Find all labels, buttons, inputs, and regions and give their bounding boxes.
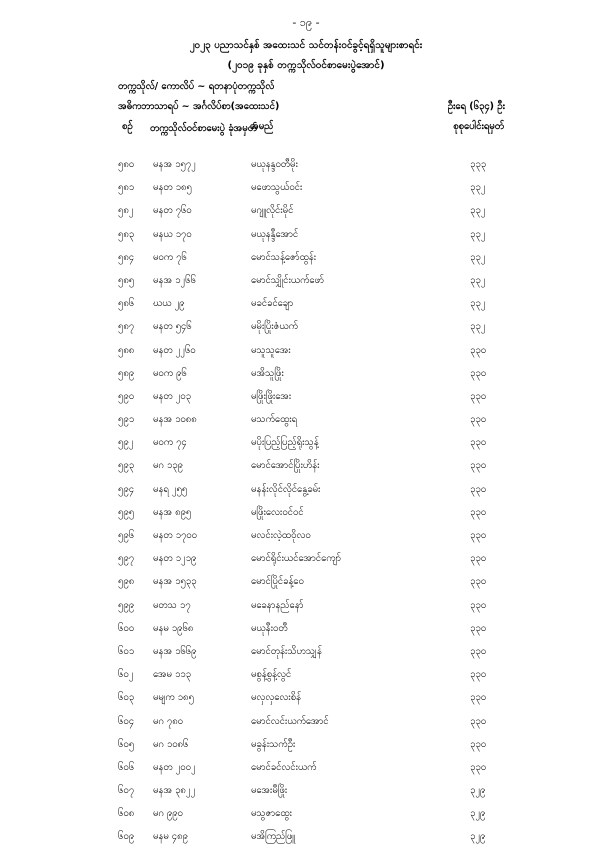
table-row xyxy=(0,506,612,529)
total-marks: ၃၃၀ xyxy=(470,437,487,449)
table-row xyxy=(0,830,612,853)
total-marks: ၃၃၂ xyxy=(470,251,486,263)
student-name: မောင်တုန်းသိဟသျှန် xyxy=(251,645,322,657)
table-row xyxy=(0,599,612,622)
results-table xyxy=(0,158,612,854)
total-marks: ၃၃၀ xyxy=(470,599,487,611)
serial-no: ၅၈၁ xyxy=(118,182,135,194)
student-name: မခွန်းသက်ဦး xyxy=(251,738,296,750)
header-total-marks: စုစုပေါင်းရမှတ် xyxy=(453,121,504,132)
total-marks: ၃၃၀ xyxy=(470,553,487,565)
total-marks: ၃၃၀ xyxy=(470,414,487,426)
roll-number: မနတ ၁၂၁၉ xyxy=(153,553,197,565)
header-name: အမည် xyxy=(250,121,274,132)
table-row xyxy=(0,459,612,482)
header-serial-no: စဉ် xyxy=(122,121,133,132)
student-name: မောင်သန့်ဇော်ထွန်း xyxy=(251,251,317,263)
roll-number: မမျက ၁၈၅ xyxy=(153,692,194,704)
total-marks: ၃၃၀ xyxy=(470,530,487,541)
total-marks: ၃၃၀ xyxy=(470,576,487,588)
document-subtitle: (၂၀၁၉ ခုနှစ် တက္ကသိုလ်ဝင်စာမေးပွဲအောင်) xyxy=(227,60,385,71)
serial-no: ၅၈၆ xyxy=(118,298,135,310)
subject-label: အဓိကဘာသာရပ် ~ အင်္ဂလိပ်စာ(အထေးသင်) xyxy=(118,101,280,112)
table-row xyxy=(0,390,612,413)
serial-no: ၆၀၂ xyxy=(118,669,134,681)
table-header xyxy=(0,120,612,150)
student-name: မခင်ခင်ချော xyxy=(251,298,294,310)
table-row xyxy=(0,413,612,436)
roll-number: မဂ ၁၀၈၆ xyxy=(153,738,189,750)
roll-number: မနတ ၂၂၆၀ xyxy=(153,344,196,356)
total-marks: ၃၃၀ xyxy=(470,692,487,704)
table-row xyxy=(0,738,612,761)
student-name: မောင်ပြိုင်ခန့်ဝေ xyxy=(251,576,304,588)
student-name: မပိုးပြည့်ပြည့်ရိုးသွန့် xyxy=(251,437,319,449)
table-row xyxy=(0,622,612,645)
serial-no: ၆၀၄ xyxy=(118,715,135,727)
student-name: မောင်အောင်ပြိုးဟိန်း xyxy=(251,460,320,472)
roll-number: မနတ ၅၄၆ xyxy=(153,321,192,333)
roll-number: မဂ ၁၃၉ xyxy=(153,460,183,472)
serial-no: ၆၀၁ xyxy=(118,645,135,657)
roll-number: မနအ ၁၅၇၂ xyxy=(153,159,196,170)
student-name: မသွဇာထွေး xyxy=(251,808,292,820)
serial-no: ၆၀၇ xyxy=(118,785,135,797)
serial-no: ၅၉၉ xyxy=(118,599,135,611)
student-name: မအေးမီဖြိုး xyxy=(251,785,288,797)
student-name: မအိကြည်ဖြူ xyxy=(251,831,295,843)
roll-number: မနတ ၁၈၅ xyxy=(153,182,192,194)
serial-no: ၅၉၀ xyxy=(118,390,135,402)
table-row xyxy=(0,529,612,552)
serial-no: ၅၈၂ xyxy=(118,205,134,217)
total-marks: ၃၃၂ xyxy=(470,205,486,217)
roll-number: မနအ ၁၀၈၈ xyxy=(153,414,197,426)
total-marks: ၃၃၀ xyxy=(470,622,487,634)
roll-number: မနအ ၁၆၆၉ xyxy=(153,645,197,657)
total-marks: ၃၃၂ xyxy=(470,228,486,240)
serial-no: ၅၉၃ xyxy=(118,460,135,472)
total-marks: ၃၃၀ xyxy=(470,506,487,518)
student-name: မစွန့်စွန့်လွင် xyxy=(251,669,292,681)
student-name: မလှလှလေးစိန် xyxy=(251,692,301,704)
serial-no: ၆၀၉ xyxy=(118,831,135,843)
total-marks: ၃၃၂ xyxy=(470,298,486,310)
table-row xyxy=(0,274,612,297)
total-marks: ၃၃၃ xyxy=(470,159,487,170)
document-title: ၂၀၂၃ ပညာသင်နှစ် အထေးသင် သင်တန်းဝင်ခွင့်ရရှိသူများစာရင်း xyxy=(189,40,423,51)
serial-no: ၆၀၅ xyxy=(118,738,135,750)
total-marks: ၃၂၉ xyxy=(470,808,486,820)
total-marks: ၃၃၀ xyxy=(470,761,487,773)
total-marks: ၃၃၂ xyxy=(470,274,486,286)
table-row xyxy=(0,320,612,343)
total-marks: ၃၃၀ xyxy=(470,390,487,402)
student-name: မဖြိုးဖြိုးအေး xyxy=(251,390,292,402)
total-marks: ၃၃၀ xyxy=(470,367,487,379)
student-name: မောင်လင်းယက်အောင် xyxy=(251,715,329,727)
roll-number: မနအ ၈၉၅ xyxy=(153,506,192,518)
serial-no: ၅၈၇ xyxy=(118,321,135,333)
serial-no: ၆၀၈ xyxy=(118,808,135,820)
page-number: - ၁၉ - xyxy=(292,16,320,29)
student-name: မခေနာနည်နော် xyxy=(251,599,304,611)
serial-no: ၅၉၅ xyxy=(118,506,135,518)
table-row xyxy=(0,784,612,807)
serial-no: ၆၀၆ xyxy=(118,761,135,773)
roll-number: မနယ ၁၇၀ xyxy=(153,228,192,240)
roll-number: မနတ ၂၀၀၂ xyxy=(153,761,196,773)
roll-number: မနအ ၁၂၆၆ xyxy=(153,274,196,286)
total-marks: ၃၃၀ xyxy=(470,645,487,657)
serial-no: ၅၉၂ xyxy=(118,437,134,449)
table-row xyxy=(0,691,612,714)
total-marks: ၃၃၂ xyxy=(470,321,486,333)
student-name: မသက်ထွေးရ xyxy=(251,414,298,426)
table-row xyxy=(0,807,612,830)
student-name: မသူသူအေး xyxy=(251,344,291,356)
serial-no: ၆၀၀ xyxy=(118,622,135,634)
table-row xyxy=(0,344,612,367)
roll-number: မနတ ၁၇၀၀ xyxy=(153,530,197,541)
table-row xyxy=(0,668,612,691)
roll-number: မနမ ၁၉၆၈ xyxy=(153,622,194,634)
student-name: မနန်းလိုင်လိုင်နွေ့ခမ်း xyxy=(251,483,321,495)
total-marks: ၃၃၀ xyxy=(470,669,487,681)
table-row xyxy=(0,715,612,738)
serial-no: ၅၉၆ xyxy=(118,530,135,541)
serial-no: ၅၈၅ xyxy=(118,274,135,286)
roll-number: မတသ ၁၇ xyxy=(153,599,191,611)
serial-no: ၅၈၃ xyxy=(118,228,135,240)
total-marks: ၃၂၉ xyxy=(470,831,486,843)
table-row xyxy=(0,483,612,506)
total-marks: ၃၃၀ xyxy=(470,738,487,750)
serial-no: ၅၈၄ xyxy=(118,251,135,263)
student-name: မဖြိုးလေးဝင်ဝင် xyxy=(251,506,304,518)
table-row xyxy=(0,367,612,390)
student-name: မဂျူလိုင်းမိုင် xyxy=(251,205,294,217)
total-marks: ၃၃၂ xyxy=(470,182,486,194)
roll-number: မနမ ၄၈၉ xyxy=(153,831,188,843)
roll-number: ဃယ ၂၉ xyxy=(153,298,185,310)
student-name: မယုနန္ဒီအောင် xyxy=(251,228,299,240)
table-row xyxy=(0,575,612,598)
table-row xyxy=(0,436,612,459)
quota-label: ဦးရေ (၆၃၄) ဦး xyxy=(447,101,505,112)
table-row xyxy=(0,761,612,784)
serial-no: ၅၈၀ xyxy=(118,159,135,170)
total-marks: ၃၂၉ xyxy=(470,785,486,797)
total-marks: ၃၃၀ xyxy=(470,483,487,495)
table-row xyxy=(0,297,612,320)
student-name: မောင်ရိုင်းယင်အောင်ကျော် xyxy=(251,553,341,565)
table-row xyxy=(0,251,612,274)
serial-no: ၅၉၇ xyxy=(118,553,135,565)
student-name: မအိသူဖြိုး xyxy=(251,367,284,379)
roll-number: မနတ ၂၀၃ xyxy=(153,390,191,402)
roll-number: မနအ ၃၈၂၂ xyxy=(153,785,196,797)
total-marks: ၃၃၀ xyxy=(470,344,487,356)
table-row xyxy=(0,645,612,668)
serial-no: ၅၈၈ xyxy=(118,344,135,356)
roll-number: မနတ ၇၆၀ xyxy=(153,205,192,217)
student-name: မယုနီးဝတီ xyxy=(251,622,288,634)
student-name: မောင်သျှိုင်းယက်ဖော် xyxy=(251,274,324,286)
roll-number: မဝက ၇၄ xyxy=(153,437,187,449)
roll-number: မဝက ၉၆ xyxy=(153,367,187,379)
roll-number: မနရ ၂၅၅ xyxy=(153,483,188,495)
table-row xyxy=(0,204,612,227)
serial-no: ၅၈၉ xyxy=(118,367,135,379)
total-marks: ၃၃၀ xyxy=(470,715,487,727)
roll-number: အေမ ၁၁၃ xyxy=(153,669,191,681)
roll-number: မဝက ၇၆ xyxy=(153,251,187,263)
student-name: မလင်းလဲ့ထဝိုလဝ xyxy=(251,530,311,541)
total-marks: ၃၃၀ xyxy=(470,460,487,472)
student-name: မောင်ခင်လင်းယက် xyxy=(251,761,317,773)
university-label: တက္ကသိုလ်/ ကောလိပ် ~ ရတနာပုံတက္ကသိုလ် xyxy=(118,81,275,92)
serial-no: ၅၉၄ xyxy=(118,483,135,495)
serial-no: ၅၉၈ xyxy=(118,576,135,588)
student-name: မဖောသွယ်ဝင်း xyxy=(251,182,303,194)
table-row xyxy=(0,181,612,204)
table-row xyxy=(0,552,612,575)
roll-number: မနအ ၁၅၃၃ xyxy=(153,576,197,588)
table-row xyxy=(0,228,612,251)
roll-number: မဂ ၇၈၀ xyxy=(153,715,183,727)
table-row xyxy=(0,158,612,181)
serial-no: ၅၉၁ xyxy=(118,414,135,426)
roll-number: မဂ ၉၉၀ xyxy=(153,808,183,820)
header-roll-number: တက္ကသိုလ်ဝင်စာမေးပွဲ ခုံအမှတ် xyxy=(150,123,257,134)
serial-no: ၆၀၃ xyxy=(118,692,135,704)
student-name: မယုနန္ဒဝတီမိုး xyxy=(251,159,298,170)
student-name: မမိုးပြိုးဇံယက် xyxy=(251,321,298,333)
